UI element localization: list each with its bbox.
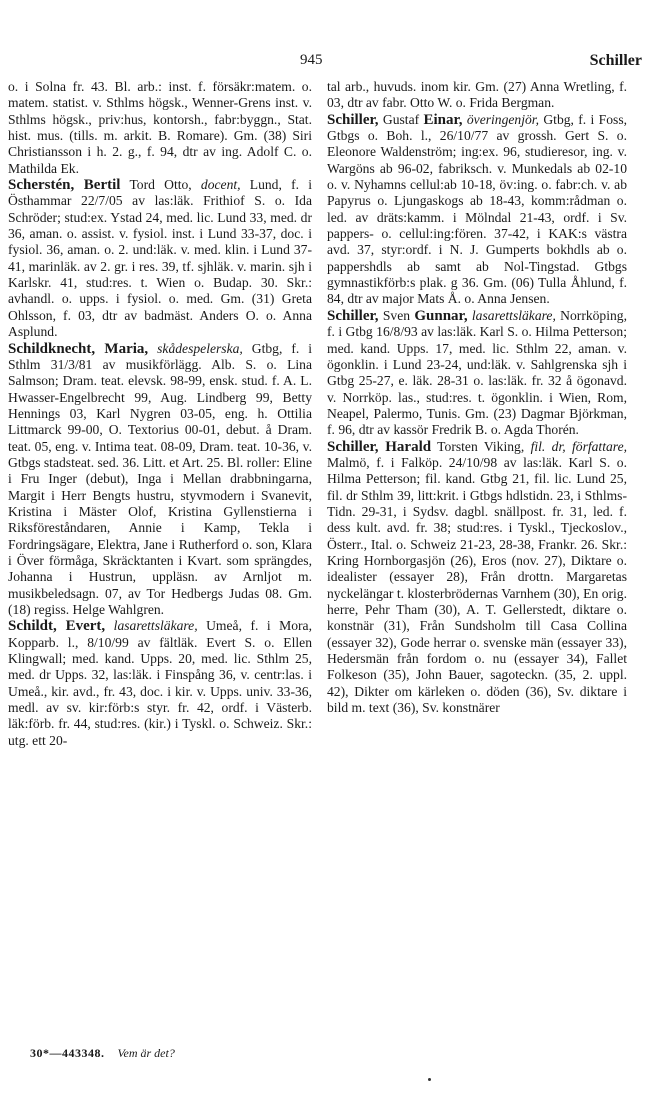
entry-occupation: docent, — [200, 177, 241, 193]
biography-entry — [8, 618, 312, 749]
entry-body: Gtbg, f. i Sthlm 31/3/81 av musikförlägg. Alb. S. o. Lina Salmson; Dram. teat. elevsk. 98-99, ensk. stud. f. A. L. Hwasser-Engelbrecht 99, Aug. Lindberg 99, Betty Hennings 03, Karl Nygren 03-05, eng. h. Ottilia Littmarck 99-00, O. Textorius 00-01, debut. å Dram. teat. 05, eng. v. Intima teat. 08-09, Dram. teat. 10-36, v. Gtbgs stadsteat. sed. 36. Litt. et Art. 25. Bl. roller: Eline i Fru Inger (debut), Inga i Mellan drabbningarna, Margit i Herr Bengts hustru, styvmodern i Svanevit, Kristina i Mäster Olof, Kristina Gyllenstierna i Riksföreståndaren, Annie i Kamp, Tekla i Fordringsägare, Elektra, Jane i Rutherford o. son, Klara i Över förmåga, Skräcktanten i Kvart. som sprängdes, Johanna i Hustrun, uppläsn. av Arnljot m. musikbeledsagn. 07, av Tor Hedbergs Judas 08. Gm. (18) regiss. Helge Wahlgren. — [8, 340, 312, 617]
biography-entry — [327, 439, 627, 717]
entry-given-names: Tord Otto, — [120, 177, 201, 193]
entry-given-names — [105, 618, 114, 633]
entry-given-name-bold: Einar, — [423, 111, 463, 128]
page-footer — [30, 1046, 175, 1061]
entry-occupation: lasarettsläkare, — [467, 307, 556, 323]
biography-entry — [8, 177, 312, 340]
biography-entry — [327, 308, 627, 439]
entry-headword: Schiller, Harald — [327, 438, 432, 455]
biography-entry — [8, 341, 312, 619]
entry-body: Gtbg, f. i Foss, Gtbgs o. Boh. l., 26/10/77 av grossh. Gert S. o. Eleonore Waldenström; ing:ex. 96, studieresor, ing. v. Wargöns ab 96-02, fabriksch. v. Munkedals ab 02-10 o. v. Nyhamns cellul:ab 10-18, öv:ing. o. fabr:ch. v. ab Papyrus o. Ljungaskogs ab 18-43, komm:rådman o. led. av dräts:kamm. i Mölndal 21-43, ordf. i Sv. pappers- o. cellul:ing:fören. 37-42, i KAK:s västra avd. 37, styr:ordf. i N. J. Gumperts bokhdls ab o. pappershdls ab samt ab Nol-Tingstad. Gtbgs gymnastikförb:s plak. g 36. Gm. (06) Tulla Åhlund, f. 84, dtr av major Mats Å. o. Anna Jensen. — [327, 111, 628, 307]
left-column — [8, 79, 312, 749]
entry-body: Lund, f. i Östhammar 22/7/05 av las:läk. Frithiof S. o. Ida Schröder; stud:ex. Ystad 24, med. lic. Lund 33, med. dr 36, aman. o. assist. v. fysiol. inst. i Lund 33-37, doc. i fysiol. 36, aman. o. 2. und:läk. v. med. klin. i Lund 37-41, marinläk. av 2. gr. i res. 39, tf. sjhläk. v. marin. sjh i Karlskr. 41, stud:res. t. Wien o. Budap. 30. Skr.: avhandl. o. upps. i fysiol. o. med. Gm. (31) Greta Ohlsson, f. 03, dtr av badmäst. Anders O. o. Anna Asplund. — [8, 177, 313, 340]
entry-given-name-bold: Gunnar, — [414, 307, 468, 324]
entry-given-names: Torsten Viking, — [431, 438, 531, 454]
page-header — [0, 52, 664, 74]
printer-signature: 30*—443348. — [30, 1046, 105, 1060]
entry-occupation: överingenjör, — [462, 111, 539, 127]
entry-given-names — [148, 341, 157, 356]
entry-body: Malmö, f. i Falköp. 24/10/98 av las:läk. Karl S. o. Hilma Petterson; fil. kand. Gtbg 21, fil. lic. Lund 25, fil. dr Sthlm 39, litt:krit. i Gtbgs hdlstidn. 23, i Sthlms-Tidn. 29-31, i Sydsv. dagbl. snällpost. fr. 31, led. f. dess kult. avd. fr. 38; stud:res. i Tyskl., Tjeckoslov., Österr., Ital. o. Schweiz 21-23, 28-38, Frankr. 26. Skr.: Kring Hornborgasjön (26), Eros (nov. 27), Diktare o. idealister (essayer 28), Från drottn. Margaretas nyckelängar t. klosterbrödernas Varnhem (30), En orig. herre, Pehr Tham (30), A. T. Gellerstedt, diktare o. konstnär (31), Från Sundsholm till Casa Collina (essayer 32), Gode herrar o. svenske män (essayer 33), Hedersmän från fordom o. nu (essayer 34), Fallet Folkeson (35), John Bauer, sagoteckn. (35, 2. uppl. 42), Dikter om kärleken o. döden (36), Sv. diktare i bild m. text (36), Sv. konstnärer — [327, 454, 627, 716]
biography-entry — [327, 112, 627, 308]
entry-given-names: Gustaf — [378, 111, 424, 127]
entry-body: Norrköping, f. i Gtbg 16/8/93 av las:läk. Karl S. o. Hilma Petterson; med. kand. Upps. 17, med. lic. Sthlm 22, aman. v. ögonklin. i Lund 23-24, und:läk. v. Sahlgrenska sjh i Gtbg 25-27, e. läk. 28-31 o. las:läk. fr. 32 å ögonavd. v. Norrköp. las., stud:res. t. ögonklin. i Wien, Rom, Neapel, Palermo, Tunis. Gm. (23) Dagmar Björkman, f. 96, dtr av kassör Fredrik B. o. Agda Thorén. — [327, 307, 627, 438]
entry-headword: Schiller, — [327, 111, 379, 128]
entry-occupation: skådespelerska, — [157, 340, 243, 356]
running-head: Schiller — [589, 52, 642, 69]
right-column — [327, 79, 627, 716]
entry-occupation: lasarettsläkare, — [113, 618, 198, 634]
entry-body: Umeå, f. i Mora, Kopparb. l., 8/10/99 av fältläk. Evert S. o. Ellen Klingwall; med. kand. Upps. 20, med. lic. Sthlm 25, med. dr Upps. 32, las:läk. i Finspång 36, v. centr:las. i Umeå., kir. avd., fr. 43, doc. i kir. v. Upps. univ. 33-36, medl. av sv. kir:förb:s styr. fr. 42, ordf. i Västerb. läk:förb. fr. 44, stud:res. (kir.) i Tyskl. o. Schweiz. Skr.: utg. ett 20- — [8, 618, 312, 748]
entry-headword: Schildt, Evert, — [8, 618, 106, 635]
entry-headword: Schiller, — [327, 307, 379, 324]
continuation-text: tal arb., huvuds. inom kir. Gm. (27) Anna Wretling, f. 03, dtr av fabr. Otto W. o. Frida Bergman. — [327, 79, 627, 111]
entry-headword: Schildknecht, Maria, — [8, 340, 149, 357]
entry-given-names: Sven — [378, 307, 415, 323]
entry-occupation: fil. dr, författare, — [530, 438, 627, 454]
entry-headword: Scherstén, Bertil — [8, 177, 121, 194]
page-speck — [428, 1078, 431, 1081]
catchwords: Vem är det? — [117, 1046, 175, 1060]
page-number: 945 — [300, 52, 323, 68]
continuation-text: o. i Solna fr. 43. Bl. arb.: inst. f. försäkr:matem. o. matem. statist. v. Sthlms högsk., Wenner-Grens inst. v. Sthlms högsk., priv:hus, kontorsh., fabr:byggn., Stat. hist. mus. (tills. m. arkit. B. Romare). Gm. (38) Siri Christiansson i h. 2. g., f. 94, dtr av ing. Adolf C. o. Mathilda Ek. — [8, 79, 312, 176]
